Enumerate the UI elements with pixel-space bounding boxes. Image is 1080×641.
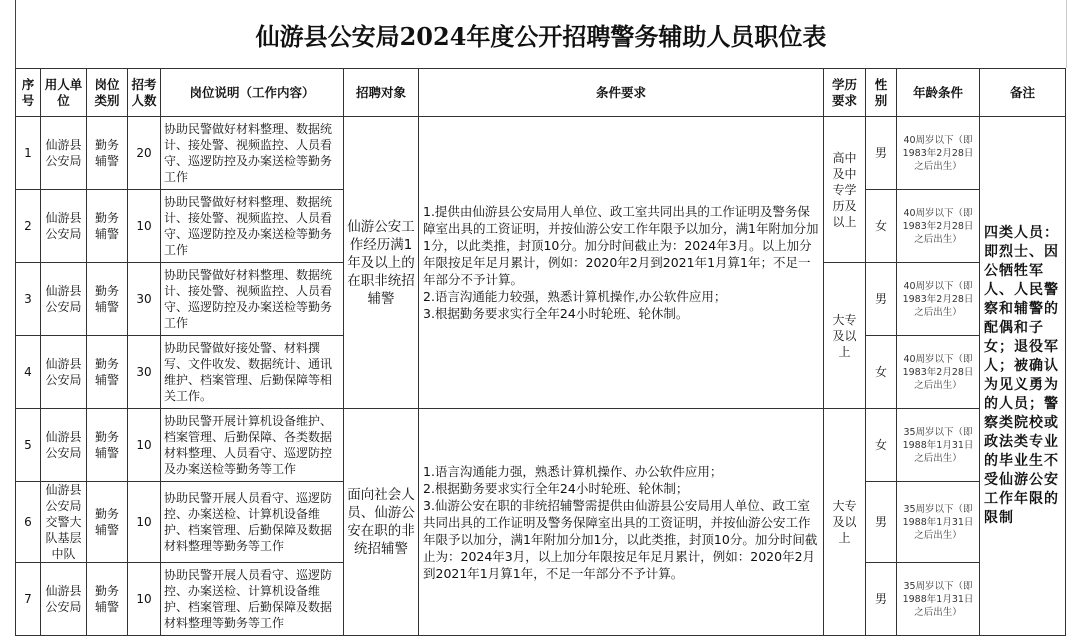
header-seq: 序号	[16, 69, 41, 117]
desc-cell: 协助民警做好材料整理、数据统计、接处警、视频监控、人员看守、巡逻防控及办案送检等勤务工作	[161, 190, 344, 263]
table-row	[16, 117, 1066, 190]
age-cell: 35周岁以下（即1988年1月31日之后出生）	[897, 409, 980, 482]
header-gender: 性别	[866, 69, 897, 117]
condition-item: 2.根据勤务要求实行全年24小时轮班、轮休制；	[423, 480, 689, 496]
seq-cell: 5	[16, 409, 41, 482]
header-type: 岗位类别	[87, 69, 128, 117]
conditions-cell	[419, 409, 824, 636]
table-row	[16, 409, 1066, 482]
header-note: 备注	[980, 69, 1066, 117]
age-cell: 40周岁以下（即1983年2月28日之后出生）	[897, 117, 980, 190]
target-cell: 面向社会人员、仙游公安在职的非统招辅警	[344, 409, 419, 636]
count-cell: 20	[128, 117, 161, 190]
unit-cell: 仙游县公安局	[41, 190, 87, 263]
education-cell: 高中及中专学历及以上	[824, 117, 866, 263]
gender-cell: 男	[866, 482, 897, 563]
unit-cell: 仙游县公安局	[41, 563, 87, 636]
desc-cell: 协助民警开展人员看守、巡逻防控、办案送检、计算机设备维护、档案管理、后勤保障及数据材料整理等勤务等工作	[161, 482, 344, 563]
condition-item: 3.根据勤务要求实行全年24小时轮班、轮休制。	[423, 306, 689, 321]
unit-cell: 仙游县公安局	[41, 336, 87, 409]
condition-item: 1.语言沟通能力强，熟悉计算机操作、办公软件应用；	[423, 463, 723, 479]
target-cell: 仙游公安工作经历满1年及以上的在职非统招辅警	[344, 117, 419, 409]
gender-cell: 男	[866, 563, 897, 636]
type-cell: 勤务辅警	[87, 263, 128, 336]
seq-cell: 7	[16, 563, 41, 636]
unit-cell: 仙游县公安局交警大队基层中队	[41, 482, 87, 563]
unit-cell: 仙游县公安局	[41, 117, 87, 190]
age-cell: 40周岁以下（即1983年2月28日之后出生）	[897, 263, 980, 336]
desc-cell: 协助民警做好材料整理、数据统计、接处警、视频监控、人员看守、巡逻防控及办案送检等勤务工作	[161, 263, 344, 336]
gender-cell: 女	[866, 409, 897, 482]
header-age: 年龄条件	[897, 69, 980, 117]
header-unit: 用人单位	[41, 69, 87, 117]
desc-cell: 协助民警做好材料整理、数据统计、接处警、视频监控、人员看守、巡逻防控及办案送检等勤务工作	[161, 117, 344, 190]
conditions-cell	[419, 117, 824, 409]
header-row	[16, 69, 1066, 117]
header-education: 学历要求	[824, 69, 866, 117]
count-cell: 10	[128, 482, 161, 563]
note-cell: 四类人员：即烈士、因公牺牲军人、人民警察和辅警的配偶和子女；退役军人；被确认为见义勇为的人员；警察类院校或政法类专业的毕业生不受仙游公安工作年限的限制	[980, 117, 1066, 636]
age-cell: 40周岁以下（即1983年2月28日之后出生）	[897, 190, 980, 263]
seq-cell: 2	[16, 190, 41, 263]
type-cell: 勤务辅警	[87, 117, 128, 190]
type-cell: 勤务辅警	[87, 563, 128, 636]
count-cell: 10	[128, 190, 161, 263]
unit-cell: 仙游县公安局	[41, 409, 87, 482]
seq-cell: 6	[16, 482, 41, 563]
positions-table	[15, 68, 1066, 636]
desc-cell: 协助民警做好接处警、材料撰写、文件收发、数据统计、通讯维护、档案管理、后勤保障等相关工作。	[161, 336, 344, 409]
gender-cell: 女	[866, 190, 897, 263]
type-cell: 勤务辅警	[87, 190, 128, 263]
seq-cell: 4	[16, 336, 41, 409]
desc-cell: 协助民警开展人员看守、巡逻防控、办案送检、计算机设备维护、档案管理、后勤保障及数据材料整理等勤务等工作	[161, 563, 344, 636]
header-desc: 岗位说明（工作内容）	[161, 69, 344, 117]
age-cell: 35周岁以下（即1988年1月31日之后出生）	[897, 482, 980, 563]
count-cell: 30	[128, 263, 161, 336]
gender-cell: 男	[866, 263, 897, 336]
gender-cell: 女	[866, 336, 897, 409]
type-cell: 勤务辅警	[87, 336, 128, 409]
age-cell: 40周岁以下（即1983年2月28日之后出生）	[897, 336, 980, 409]
desc-cell: 协助民警开展计算机设备维护、档案管理、后勤保障、各类数据材料整理、人员看守、巡逻防控及办案送检等勤务等工作	[161, 409, 344, 482]
education-cell: 大专及以上	[824, 263, 866, 409]
count-cell: 10	[128, 409, 161, 482]
condition-item: 3.仙游公安在职的非统招辅警需提供由仙游县公安局用人单位、政工室共同出具的工作证明及警务保障室出具的工资证明，并按仙游公安工作年限予以加分，满1年附加分加1分，以此类推，封顶10分。加分时间截止为：2024年3月，以上加分年限按足年足月累计，例如：2020年2月到2021年1月算1年，不足一年部分不予计算。	[423, 497, 818, 581]
type-cell: 勤务辅警	[87, 482, 128, 563]
header-count: 招考人数	[128, 69, 161, 117]
count-cell: 30	[128, 336, 161, 409]
condition-item: 1.提供由仙游县公安局用人单位、政工室共同出具的工作证明及警务保障室出具的工资证明，并按仙游公安工作年限予以加分，满1年附加分加1分，以此类推，封顶10分。加分时间截止为：2024年3月。以上加分年限按足年足月累计，例如：2020年2月到2021年1月算1年；不足一年部分不予计算。	[423, 204, 819, 287]
seq-cell: 3	[16, 263, 41, 336]
education-cell: 大专及以上	[824, 409, 866, 636]
page-title: 仙游县公安局2024年度公开招聘警务辅助人员职位表	[15, 0, 1067, 68]
condition-item: 2.语言沟通能力较强，熟悉计算机操作,办公软件应用；	[423, 289, 727, 304]
unit-cell: 仙游县公安局	[41, 263, 87, 336]
gender-cell: 男	[866, 117, 897, 190]
age-cell: 35周岁以下（即1988年1月31日之后出生）	[897, 563, 980, 636]
seq-cell: 1	[16, 117, 41, 190]
header-conditions: 条件要求	[419, 69, 824, 117]
count-cell: 10	[128, 563, 161, 636]
header-target: 招聘对象	[344, 69, 419, 117]
type-cell: 勤务辅警	[87, 409, 128, 482]
